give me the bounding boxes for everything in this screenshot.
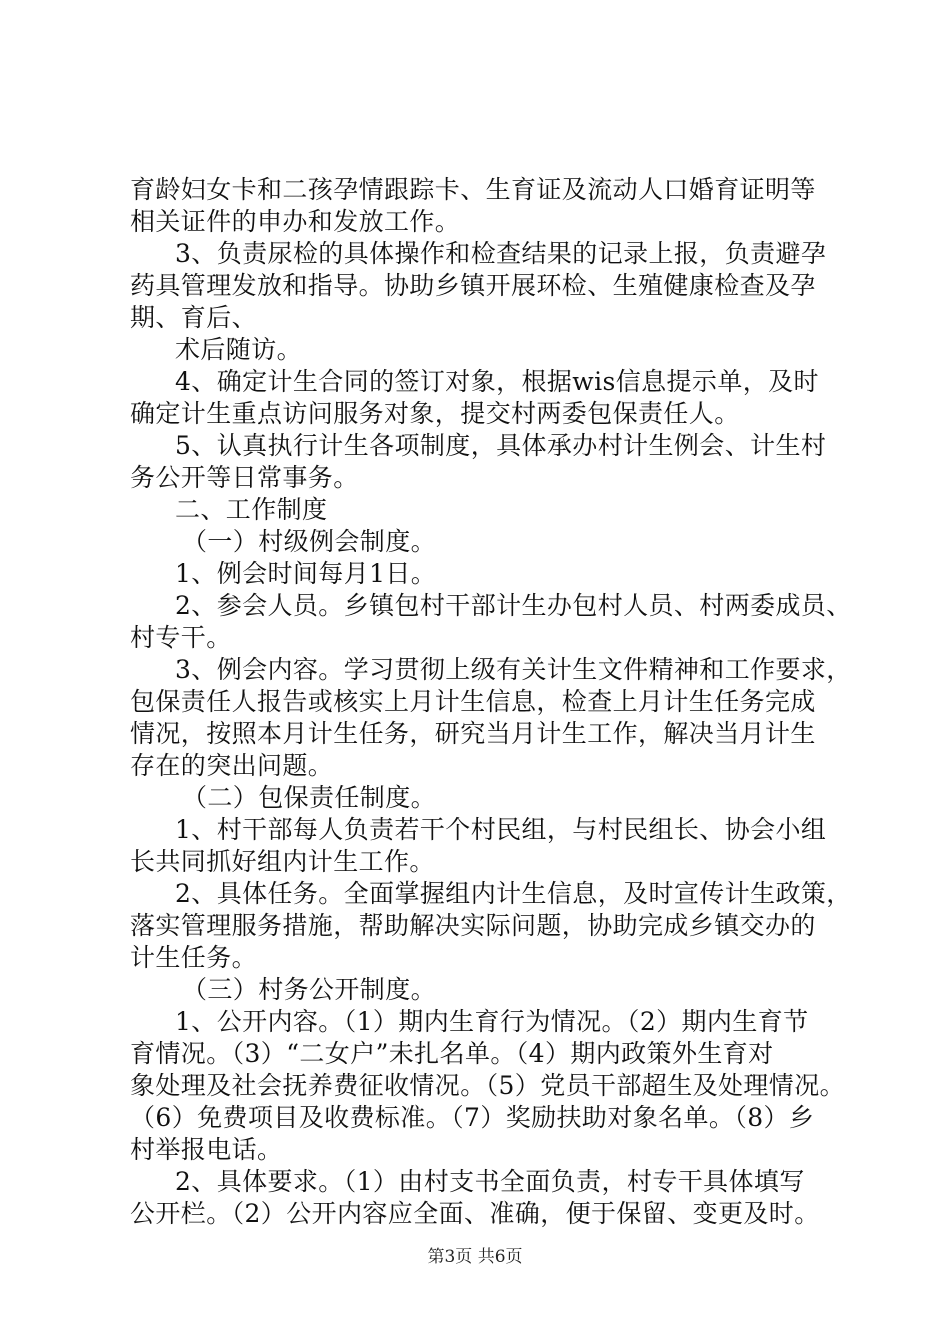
text-line: 1、村干部每人负责若干个村民组，与村民组长、协会小组 [175, 815, 827, 844]
document-body [130, 174, 852, 1230]
text-line: 术后随访。 [175, 335, 303, 364]
text-line: 确定计生重点访问服务对象，提交村两委包保责任人。 [130, 399, 740, 428]
text-line: 期、育后、 [130, 303, 258, 332]
text-line: 药具管理发放和指导。协助乡镇开展环检、生殖健康检查及孕 [130, 271, 816, 300]
text-line: 育龄妇女卡和二孩孕情跟踪卡、生育证及流动人口婚育证明等 [130, 175, 816, 204]
text-line: 村专干。 [130, 623, 232, 652]
text-line: 2、参会人员。乡镇包村干部计生办包村人员、村两委成员、 [175, 591, 852, 620]
text-line: 公开栏。（2）公开内容应全面、准确，便于保留、变更及时。 [130, 1199, 820, 1228]
text-line: 落实管理服务措施，帮助解决实际问题，协助完成乡镇交办的 [130, 911, 816, 940]
text-line: 2、具体要求。（1）由村支书全面负责，村专干具体填写 [175, 1167, 805, 1196]
text-line: 育情况。（3）“二女户”未扎名单。（4）期内政策外生育对 [130, 1039, 774, 1068]
subsection-heading: （一）村级例会制度。 [182, 527, 437, 556]
text-line: 村举报电话。 [130, 1135, 283, 1164]
text-line: 象处理及社会抚养费征收情况。（5）党员干部超生及处理情况。 [130, 1071, 846, 1100]
subsection-heading: （二）包保责任制度。 [182, 783, 437, 812]
text-line: 2、具体任务。全面掌握组内计生信息，及时宣传计生政策， [175, 879, 852, 908]
page-number-footer: 第3页 共6页 [427, 1247, 523, 1267]
text-line: 1、公开内容。（1）期内生育行为情况。（2）期内生育节 [175, 1007, 809, 1036]
text-line: 相关证件的申办和发放工作。 [130, 207, 461, 236]
text-line: 1、例会时间每月1日。 [175, 559, 437, 588]
text-line: 情况，按照本月计生任务，研究当月计生工作，解决当月计生 [130, 719, 816, 748]
text-line: 计生任务。 [130, 943, 258, 972]
text-line: 3、例会内容。学习贯彻上级有关计生文件精神和工作要求， [175, 655, 852, 684]
section-heading: 二、工作制度 [175, 495, 328, 524]
text-line: （6）免费项目及收费标准。（7）奖励扶助对象名单。（8）乡 [130, 1103, 815, 1132]
text-line: 3、负责尿检的具体操作和检查结果的记录上报，负责避孕 [175, 239, 827, 268]
text-line: 长共同抓好组内计生工作。 [130, 847, 435, 876]
text-line: 包保责任人报告或核实上月计生信息，检查上月计生任务完成 [130, 687, 816, 716]
text-line: 务公开等日常事务。 [130, 463, 359, 492]
text-line: 4、确定计生合同的签订对象，根据wis信息提示单，及时 [175, 367, 819, 396]
text-line: 5、认真执行计生各项制度，具体承办村计生例会、计生村 [175, 431, 827, 460]
text-line: 存在的突出问题。 [130, 751, 334, 780]
subsection-heading: （三）村务公开制度。 [182, 975, 437, 1004]
